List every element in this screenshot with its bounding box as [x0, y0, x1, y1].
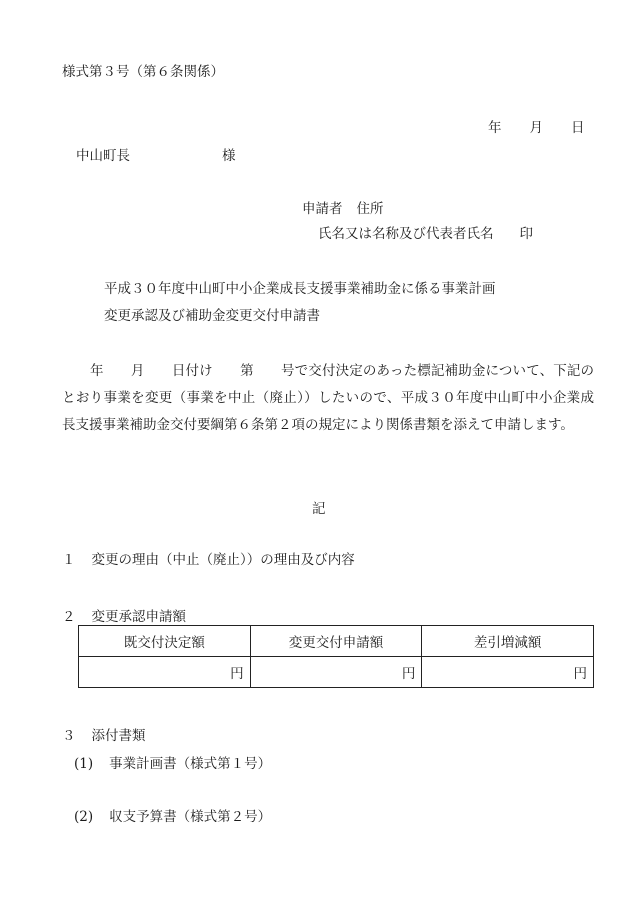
name-label: 氏名又は名称及び代表者氏名 — [318, 226, 494, 242]
attachment-1-number: (1) — [74, 756, 94, 772]
addressee-honorific: 様 — [222, 148, 236, 164]
date-line — [488, 116, 585, 136]
seal-mark: 印 — [519, 226, 533, 242]
attachment-2 — [74, 805, 271, 825]
document-title-line-2: 変更承認及び補助金変更交付申請書 — [104, 308, 320, 324]
item-2 — [62, 605, 186, 625]
cell-current-amount[interactable]: 円 — [79, 657, 251, 688]
item-1 — [62, 548, 355, 568]
attachment-1-text: 事業計画書（様式第１号） — [109, 756, 272, 772]
body-paragraph-text: 年 月 日付け 第 号で交付決定のあった標記補助金について、下記のとおり事業を変更（事業を中止（廃止））したいので、平成３０年度中山町中小企業成長支援事業補助金交付要綱第６条第２項の規定により関係書類を添えて申請します。 — [62, 363, 594, 433]
address-label: 住所 — [356, 201, 384, 217]
applicant-label: 申請者 — [302, 201, 343, 217]
item-2-text: 変更承認申請額 — [91, 609, 186, 625]
item-3 — [62, 724, 146, 744]
body-paragraph — [62, 358, 594, 439]
form-number: 様式第３号（第６条関係） — [62, 64, 224, 80]
header-current-amount: 既交付決定額 — [79, 626, 251, 657]
ki-heading: 記 — [312, 501, 326, 517]
applicant-name-line — [318, 222, 533, 242]
applicant-address-line — [302, 197, 384, 217]
addressee — [76, 144, 236, 164]
date-day: 日 — [571, 120, 585, 136]
amount-table-value-row — [79, 657, 594, 688]
date-month: 月 — [529, 120, 543, 136]
header-requested-amount: 変更交付申請額 — [250, 626, 422, 657]
amount-table-header-row — [79, 626, 594, 657]
date-year: 年 — [488, 120, 502, 136]
cell-difference[interactable]: 円 — [422, 657, 594, 688]
item-1-text: 変更の理由（中止（廃止））の理由及び内容 — [91, 552, 355, 568]
amount-table — [78, 625, 594, 688]
item-3-text: 添付書類 — [91, 728, 146, 744]
cell-requested-amount[interactable]: 円 — [250, 657, 422, 688]
attachment-2-number: (2) — [74, 809, 94, 825]
attachment-1 — [74, 752, 271, 772]
item-2-number: ２ — [62, 609, 76, 625]
addressee-name: 中山町長 — [76, 148, 130, 164]
item-3-number: ３ — [62, 728, 76, 744]
attachment-2-text: 収支予算書（様式第２号） — [109, 809, 272, 825]
header-difference: 差引増減額 — [422, 626, 594, 657]
document-title-line-1: 平成３０年度中山町中小企業成長支援事業補助金に係る事業計画 — [104, 281, 496, 297]
item-1-number: １ — [62, 552, 76, 568]
